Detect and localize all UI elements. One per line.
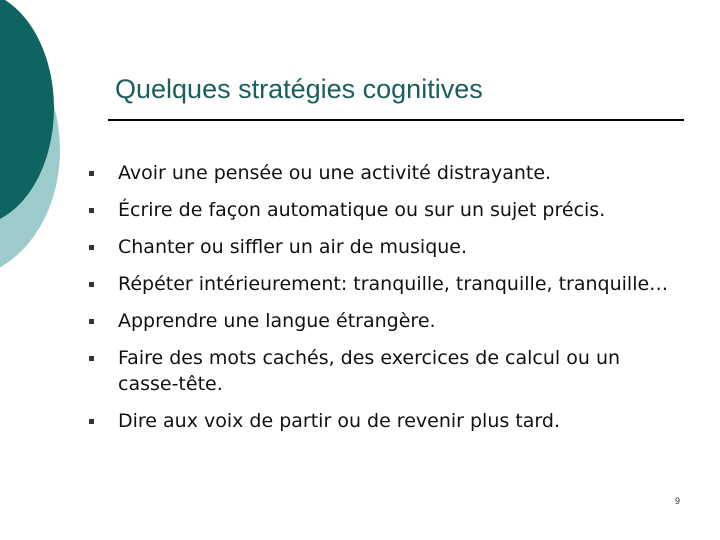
corner-decoration: [0, 0, 80, 300]
bullet-item: [86, 271, 686, 297]
bullet-item: [86, 408, 686, 434]
bullet-item: [86, 345, 686, 397]
bullet-item: [86, 234, 686, 260]
bullet-text: Dire aux voix de partir ou de revenir plus tard.: [118, 410, 560, 432]
bullet-marker: [89, 419, 94, 424]
bullet-text: Avoir une pensée ou une activité distrayante.: [118, 162, 552, 184]
bullet-list: [86, 160, 686, 445]
bullet-text: Apprendre une langue étrangère.: [118, 310, 436, 332]
bullet-marker: [89, 245, 94, 250]
bullet-marker: [89, 356, 94, 361]
bullet-marker: [89, 282, 94, 287]
bullet-item: [86, 197, 686, 223]
bullet-text: Chanter ou siffler un air de musique.: [118, 236, 468, 258]
bullet-marker: [89, 208, 94, 213]
bullet-marker: [89, 319, 94, 324]
bullet-text: Écrire de façon automatique ou sur un sujet précis.: [118, 199, 606, 221]
bullet-text: Faire des mots cachés, des exercices de calcul ou un casse-tête.: [118, 347, 621, 395]
slide-title: Quelques stratégies cognitives: [115, 74, 483, 104]
page-number: 9: [674, 496, 680, 506]
bullet-text: Répéter intérieurement: tranquille, tranquille, tranquille…: [118, 273, 669, 295]
bullet-marker: [89, 171, 94, 176]
bullet-item: [86, 160, 686, 186]
title-underline: [108, 119, 684, 121]
bullet-item: [86, 308, 686, 334]
